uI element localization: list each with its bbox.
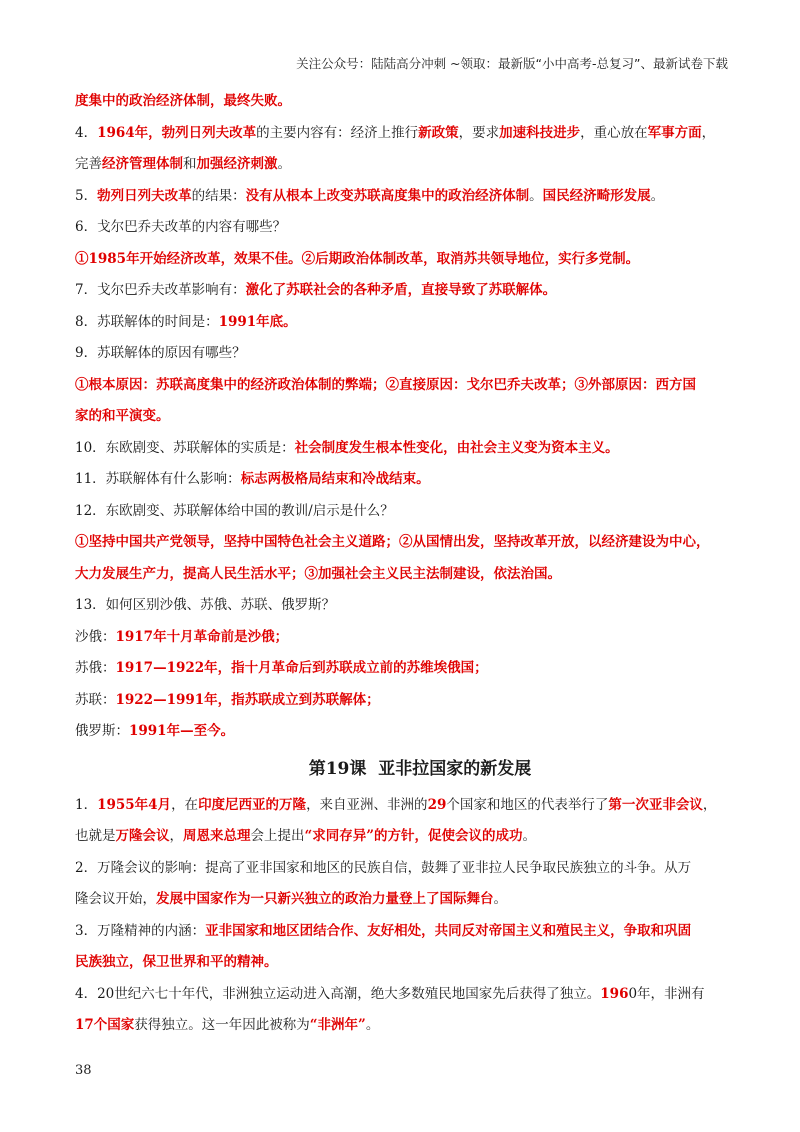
text-line xyxy=(75,821,735,853)
question-text: ，在 xyxy=(171,796,199,813)
question-text: ，要求 xyxy=(458,124,500,141)
highlighted-answer: ①坚持中国共产党领导，坚持中国特色社会主义道路；②从国情出发，坚持改革开放，以经济建设为中心， xyxy=(75,534,710,550)
highlighted-answer: 印度尼西亚的万隆 xyxy=(198,796,307,813)
highlighted-answer: 1964年，勃列日列夫改革 xyxy=(97,124,257,141)
highlighted-answer: 加强经济刺激 xyxy=(196,156,278,172)
question-text: 。 xyxy=(529,187,543,204)
question-text: 0年，非洲有 xyxy=(628,985,705,1002)
highlighted-answer: 民族独立，保卫世界和平的精神。 xyxy=(75,954,278,970)
text-line xyxy=(75,884,735,916)
text-line xyxy=(75,244,735,276)
text-line xyxy=(75,947,735,979)
text-line xyxy=(75,464,735,496)
text-line xyxy=(75,790,735,822)
text-line xyxy=(75,622,735,654)
highlighted-answer: 勃列日列夫改革 xyxy=(97,187,192,204)
text-line xyxy=(75,307,735,339)
highlighted-answer: “求同存异”的方针，促使会议的成功 xyxy=(304,828,523,844)
highlighted-answer: 经济管理体制 xyxy=(102,156,183,172)
highlighted-answer: 29 xyxy=(427,796,447,813)
question-text: 完善 xyxy=(75,156,102,172)
page-number: 38 xyxy=(75,1063,92,1078)
question-text: ， xyxy=(169,828,183,844)
question-text: 和 xyxy=(183,156,197,172)
text-line xyxy=(75,433,735,465)
question-text: 苏俄： xyxy=(75,660,116,676)
question-text: 沙俄： xyxy=(75,628,116,645)
text-line xyxy=(75,916,735,948)
text-line xyxy=(75,527,735,559)
question-text: 。 xyxy=(277,156,291,172)
highlighted-answer: 1922—1991年，指苏联成立到苏联解体； xyxy=(115,691,380,708)
text-line xyxy=(75,149,735,181)
highlighted-answer: 1917年十月革命前是沙俄； xyxy=(115,628,289,645)
text-line xyxy=(75,118,735,150)
text-line xyxy=(75,275,735,307)
text-line xyxy=(75,559,735,591)
question-text: 3．万隆精神的内涵： xyxy=(75,922,206,939)
highlighted-answer: 万隆会议 xyxy=(115,828,170,844)
text-line xyxy=(75,401,735,433)
text-line xyxy=(75,979,735,1011)
highlighted-answer: 激化了苏联社会的各种矛盾，直接导致了苏联解体。 xyxy=(245,282,557,298)
question-text: 8．苏联解体的时间是： xyxy=(75,313,219,330)
question-text: 11．苏联解体有什么影响： xyxy=(75,471,241,487)
highlighted-answer: 国民经济畸形发展 xyxy=(542,187,651,204)
highlighted-answer: 标志两极格局结束和冷战结束。 xyxy=(240,471,430,487)
text-line xyxy=(75,181,735,213)
highlighted-answer: 196 xyxy=(600,985,629,1002)
highlighted-answer: 1955年4月 xyxy=(97,796,172,813)
highlighted-answer: 度集中的政治经济体制，最终失败。 xyxy=(75,93,291,109)
text-line xyxy=(75,212,735,244)
question-text: 4．20世纪六七十年代，非洲独立运动进入高潮，绝大多数殖民地国家先后获得了独立。 xyxy=(75,985,601,1002)
text-line xyxy=(75,590,735,622)
text-line xyxy=(75,86,735,118)
highlighted-answer: ①1985年开始经济改革，效果不佳。②后期政治体制改革，取消苏共领导地位，实行多党制。 xyxy=(75,250,640,267)
question-text: 。 xyxy=(365,1017,380,1033)
question-text: 苏联： xyxy=(75,691,116,708)
text-line xyxy=(75,653,735,685)
highlighted-answer: 新政策 xyxy=(418,124,459,141)
question-text: 也就是 xyxy=(75,828,116,844)
question-text: 1． xyxy=(75,796,98,813)
question-text: ， xyxy=(702,796,717,813)
question-text: 12．东欧剧变、苏联解体给中国的教训/启示是什么？ xyxy=(75,502,394,519)
question-text: 。 xyxy=(493,891,507,907)
highlighted-answer: 没有从根本上改变苏联高度集中的政治经济体制 xyxy=(245,187,530,204)
question-text: 7．戈尔巴乔夫改革影响有： xyxy=(75,282,246,298)
text-line xyxy=(75,716,735,748)
text-line xyxy=(75,685,735,717)
question-text: 10．东欧剧变、苏联解体的实质是： xyxy=(75,439,295,456)
highlighted-answer: 大力发展生产力，提高人民生活水平；③加强社会主义民主法制建设，依法治国。 xyxy=(75,565,561,582)
section-title: 第19课 亚非拉国家的新发展 xyxy=(308,758,532,779)
lesson18-answers xyxy=(75,86,735,748)
question-text: ， xyxy=(701,124,716,141)
question-text: 6．戈尔巴乔夫改革的内容有哪些？ xyxy=(75,219,287,235)
question-text: 。 xyxy=(650,187,665,204)
lesson19-answers xyxy=(75,790,735,1042)
question-text: 的结果： xyxy=(191,187,246,204)
question-text: 13．如何区别沙俄、苏俄、苏联、俄罗斯？ xyxy=(75,597,336,613)
page-content xyxy=(75,86,735,1042)
text-line xyxy=(75,338,735,370)
question-text: 个国家和地区的代表举行了 xyxy=(446,796,609,813)
highlighted-answer: 周恩来总理 xyxy=(183,828,251,844)
highlighted-answer: 1917—1922年，指十月革命后到苏联成立前的苏维埃俄国； xyxy=(115,660,488,676)
highlighted-answer: 第一次亚非会议 xyxy=(608,796,703,813)
text-line xyxy=(75,1010,735,1042)
question-text: ，重心放在 xyxy=(580,124,648,141)
highlighted-answer: 1991年底。 xyxy=(218,313,297,330)
page-header: 关注公众号：陆陆高分冲刺 ~领取：最新版“小中高考-总复习”、最新试卷下载 xyxy=(296,56,728,71)
highlighted-answer: 社会制度发生根本性变化，由社会主义变为资本主义。 xyxy=(294,439,619,456)
question-text: 4． xyxy=(75,124,98,141)
highlighted-answer: 1991年—至今。 xyxy=(129,723,235,739)
question-text: 的主要内容有：经济上推行 xyxy=(256,124,419,141)
text-line xyxy=(75,853,735,885)
question-text: 9．苏联解体的原因有哪些？ xyxy=(75,345,246,361)
text-line xyxy=(75,370,735,402)
question-text: 俄罗斯： xyxy=(75,723,129,739)
question-text: 5． xyxy=(75,187,98,204)
question-text: 获得独立。这一年因此被称为 xyxy=(134,1017,310,1033)
highlighted-answer: ①根本原因：苏联高度集中的经济政治体制的弊端；②直接原因：戈尔巴乔夫改革；③外部原因：西方国 xyxy=(75,376,696,393)
question-text: 会上提出 xyxy=(250,828,305,844)
highlighted-answer: 军事方面 xyxy=(647,124,702,141)
highlighted-answer: 家的和平演变。 xyxy=(75,408,170,424)
highlighted-answer: 加速科技进步 xyxy=(499,124,581,141)
text-line xyxy=(75,496,735,528)
highlighted-answer: 17个国家 xyxy=(75,1017,135,1033)
question-text: 隆会议开始， xyxy=(75,891,156,907)
highlighted-answer: 亚非国家和地区团结合作、友好相处，共同反对帝国主义和殖民主义，争取和巩固 xyxy=(205,922,692,939)
highlighted-answer: “非洲年” xyxy=(309,1017,366,1033)
highlighted-answer: 发展中国家作为一只新兴独立的政治力量登上了国际舞台 xyxy=(156,891,494,907)
question-text: 。 xyxy=(522,828,537,844)
question-text: ，来自亚洲、非洲的 xyxy=(306,796,428,813)
question-text: 2．万隆会议的影响：提高了亚非国家和地区的民族自信，鼓舞了亚非拉人民争取民族独立的斗争。从万 xyxy=(75,859,692,876)
